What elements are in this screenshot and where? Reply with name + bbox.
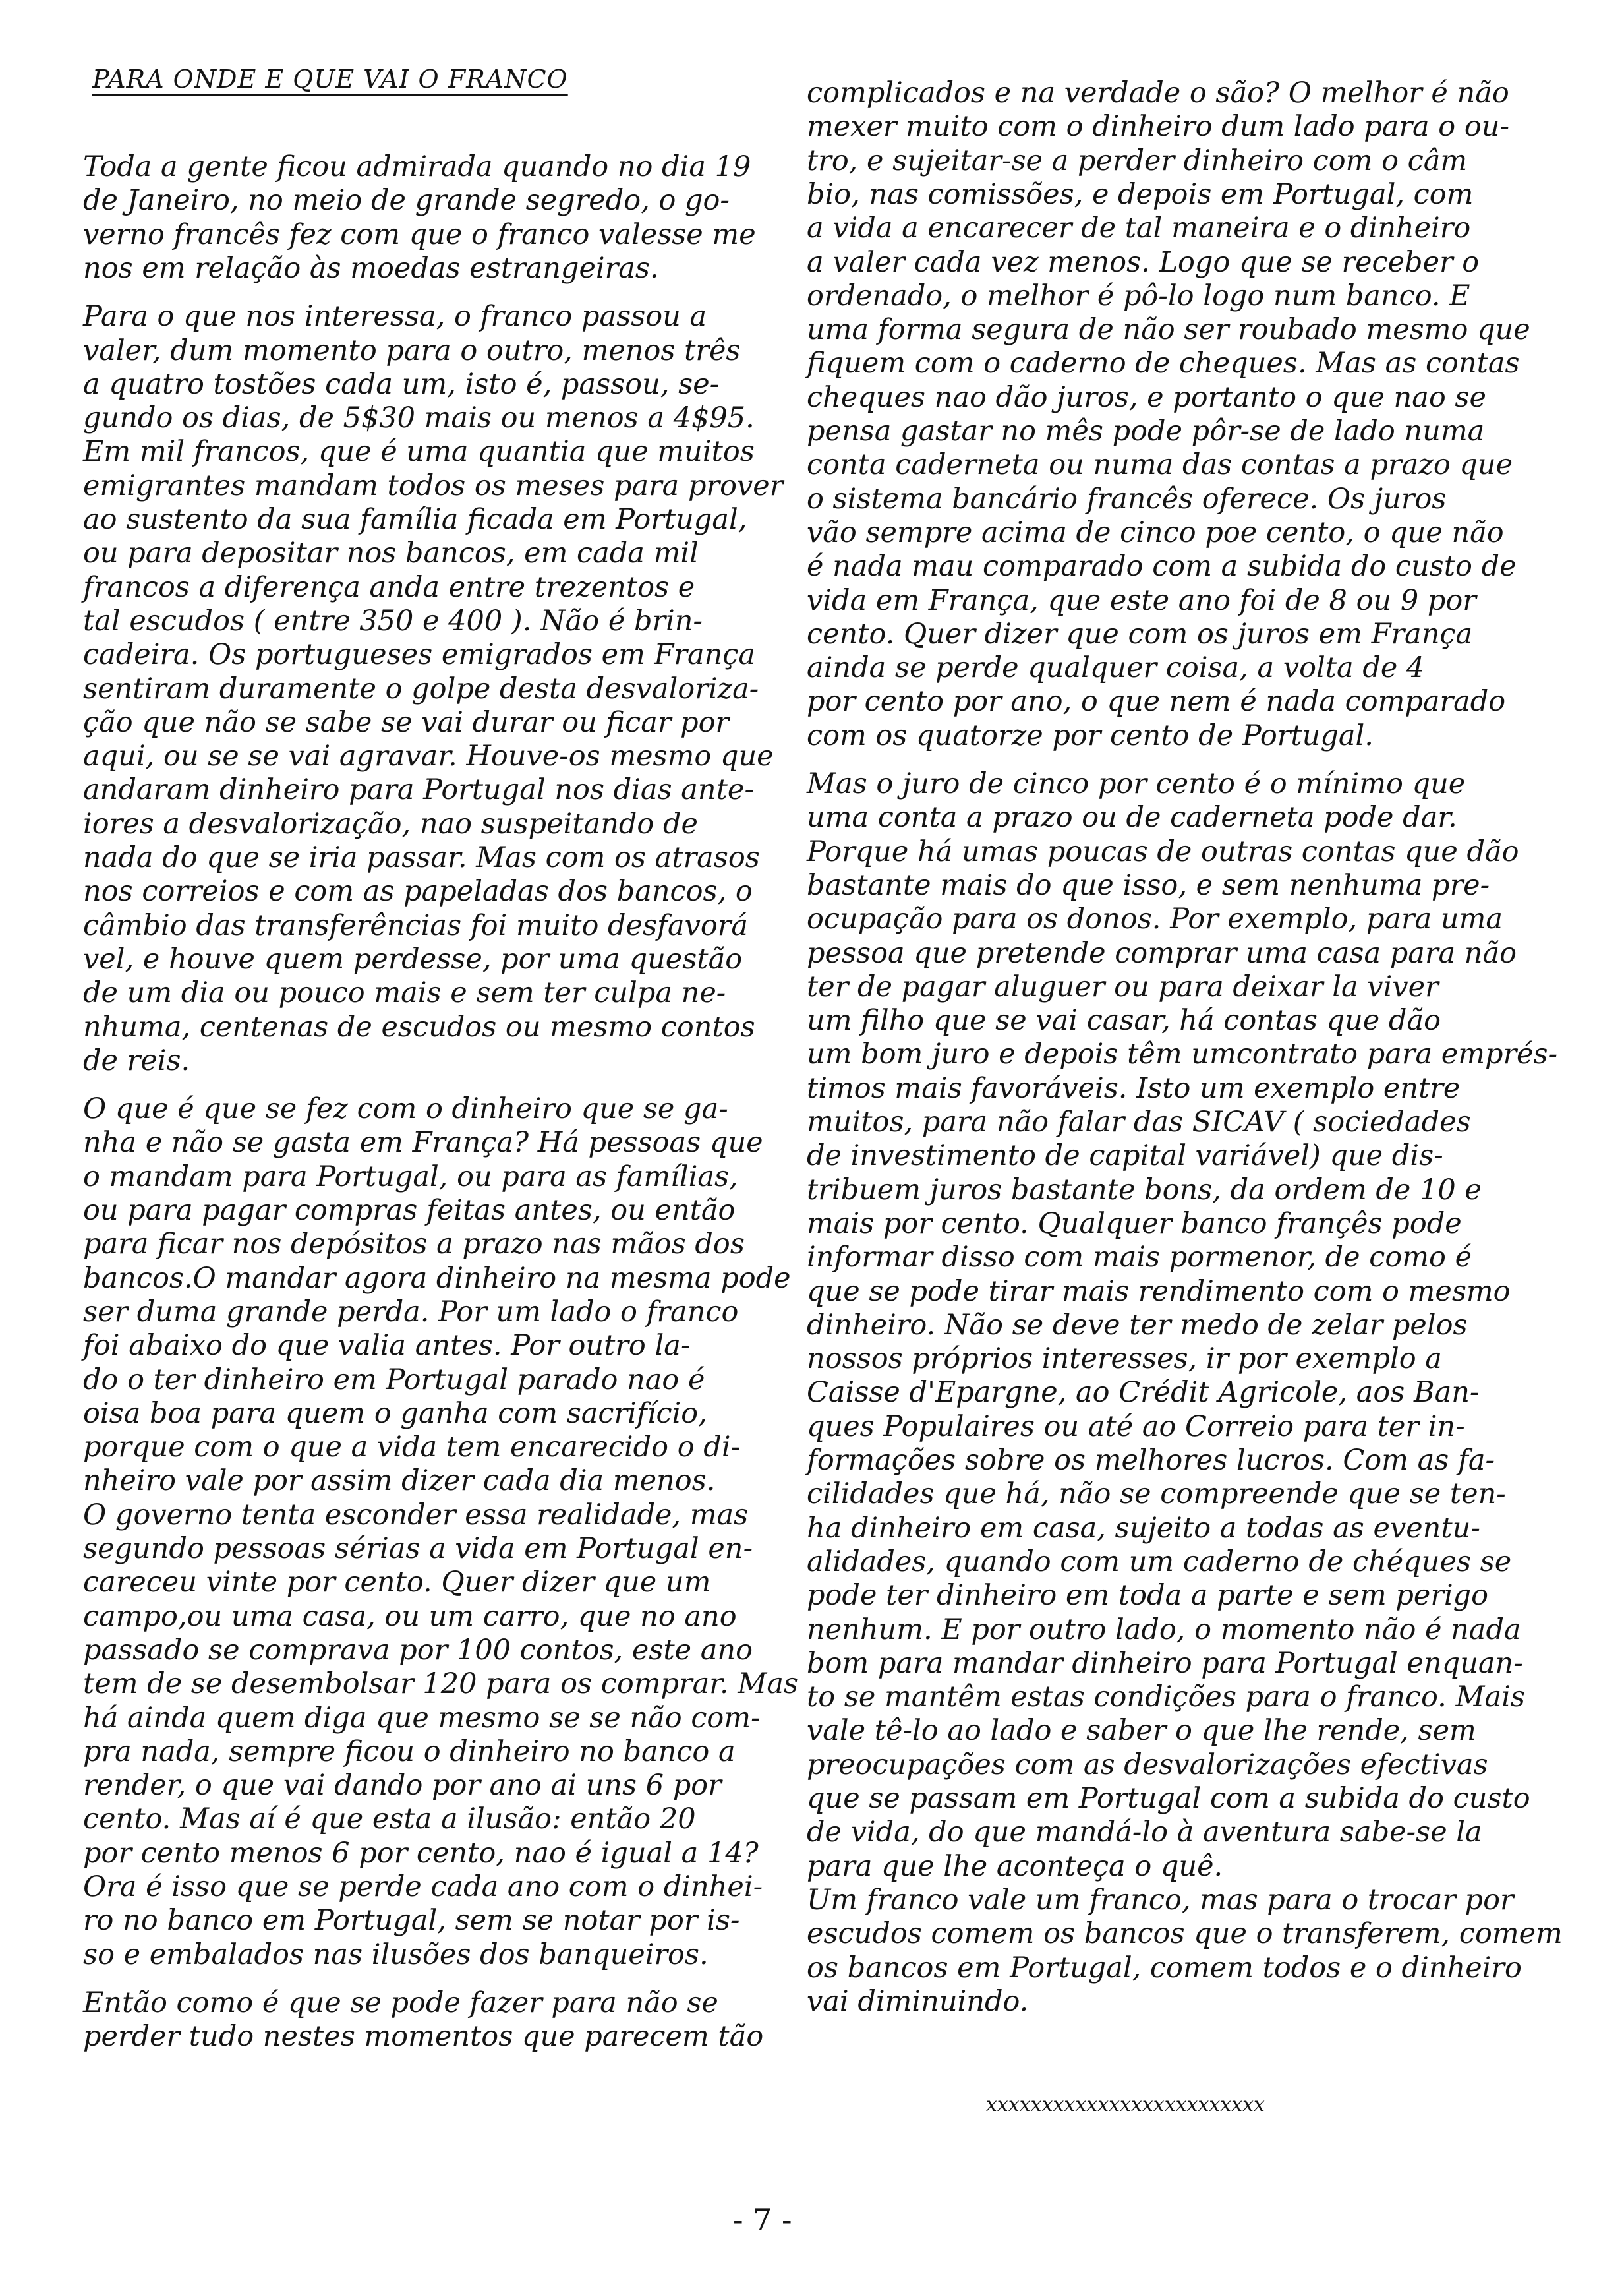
text-line: uma conta a prazo ou de caderneta pode dar. — [807, 801, 1457, 835]
text-line: bio, nas comissões, e depois em Portugal, com — [807, 177, 1474, 211]
text-line: nada do que se iria passar. Mas com os atrasos — [83, 841, 760, 874]
text-line: pra nada, sempre ficou o dinheiro no banco a — [83, 1735, 736, 1768]
text-line: Caisse d'Epargne, ao Crédit Agricole, aos Ban- — [807, 1376, 1480, 1410]
text-line: para ficar nos depósitos a prazo nas mãos dos — [83, 1228, 745, 1261]
text-line: passado se comprava por 100 contos, este ano — [83, 1633, 753, 1667]
text-line: tro, e sujeitar-se a perder dinheiro com o câm — [807, 144, 1468, 177]
text-line: escudos comem os bancos que o transferem, comem — [807, 1917, 1563, 1951]
text-line: ção que não se sabe se vai durar ou ficar por — [83, 705, 730, 739]
text-line: um bom juro e depois têm umcontrato para emprés- — [807, 1038, 1558, 1071]
text-line: pode ter dinheiro em toda a parte e sem perigo — [807, 1579, 1489, 1613]
text-line: nos em relação às moedas estrangeiras. — [83, 251, 659, 285]
text-line: que se passam em Portugal com a subida do custo — [807, 1782, 1530, 1815]
text-line: ro no banco em Portugal, sem se notar por is- — [83, 1904, 740, 1938]
text-line: há ainda quem diga que mesmo se se não com- — [83, 1701, 761, 1735]
text-line: nenhum. E por outro lado, o momento não é nada — [807, 1613, 1521, 1646]
page-number: - 7 - — [733, 2202, 792, 2238]
text-line: vale tê-lo ao lado e saber o que lhe rende, sem — [807, 1714, 1476, 1748]
text-line: ou para pagar compras feitas antes, ou então — [83, 1194, 736, 1227]
text-line: Então como é que se pode fazer para não se — [83, 1986, 718, 2019]
text-line: bastante mais do que isso, e sem nenhuma pre- — [807, 868, 1490, 902]
text-line: informar disso com mais pormenor, de como é — [807, 1241, 1472, 1274]
text-line: andaram dinheiro para Portugal nos dias ante- — [83, 773, 754, 807]
text-line: com os quatorze por cento de Portugal. — [807, 719, 1374, 752]
text-line: foi abaixo do que valia antes. Por outro la- — [83, 1329, 691, 1363]
text-line: tribuem juros bastante bons, da ordem de 10 e — [807, 1173, 1482, 1206]
text-line: pessoa que pretende comprar uma casa para não — [807, 936, 1517, 970]
text-line: mais por cento. Qualquer banco françês pode — [807, 1206, 1462, 1240]
text-line: câmbio das transferências foi muito desfavorá — [83, 908, 748, 942]
text-line: que se pode tirar mais rendimento com o mesmo — [807, 1274, 1511, 1308]
text-line: preocupações com as desvalorizações efectivas — [807, 1748, 1488, 1781]
text-line: francos a diferença anda entre trezentos e — [83, 570, 695, 604]
text-line: aqui, ou se se vai agravar. Houve-os mesmo que — [83, 740, 774, 773]
text-line: vel, e houve quem perdesse, por uma questão — [83, 942, 743, 976]
text-line: O governo tenta esconder essa realidade, mas — [83, 1498, 749, 1531]
text-line: muitos, para não falar das SICAV ( sociedades — [807, 1106, 1471, 1139]
text-line: cento. Mas aí é que esta a ilusão: então 20 — [83, 1802, 696, 1836]
text-line: cheques nao dão juros, e portanto o que nao se — [807, 380, 1486, 414]
text-line: cadeira. Os portugueses emigrados em França — [83, 638, 755, 672]
text-line: de um dia ou pouco mais e sem ter culpa ne- — [83, 976, 726, 1010]
text-line: careceu vinte por cento. Quer dizer que um — [83, 1566, 711, 1599]
text-line: ocupação para os donos. Por exemplo, para uma — [807, 903, 1503, 936]
text-line: Para o que nos interessa, o franco passou a — [83, 300, 707, 334]
text-line: so e embalados nas ilusões dos banqueiros. — [83, 1938, 709, 1971]
text-line: ou para depositar nos bancos, em cada mil — [83, 537, 699, 570]
text-line: tal escudos ( entre 350 e 400 ). Não é brin- — [83, 604, 703, 638]
text-line: tem de se desembolsar 120 para os comprar. Mas — [83, 1667, 799, 1701]
text-line: vão sempre acima de cinco poe cento, o que não — [807, 516, 1504, 549]
text-line: campo,ou uma casa, ou um carro, que no ano — [83, 1599, 737, 1633]
text-line: Ora é isso que se perde cada ano com o dinhei- — [83, 1870, 763, 1903]
article-title: PARA ONDE E QUE VAI O FRANCO — [92, 65, 568, 94]
text-line: de investimento de capital variável) que dis- — [807, 1139, 1443, 1173]
text-line: cento. Quer dizer que com os juros em França — [807, 617, 1473, 651]
text-line: emigrantes mandam todos os meses para prover — [83, 469, 784, 502]
text-line: para que lhe aconteça o quê. — [807, 1849, 1223, 1883]
text-line: nha e não se gasta em França? Há pessoas que — [83, 1126, 763, 1160]
text-line: alidades, quando com um caderno de chéques se — [807, 1545, 1512, 1578]
text-line: formações sobre os melhores lucros. Com as fa- — [807, 1444, 1495, 1477]
text-line: sentiram duramente o golpe desta desvaloriza- — [83, 672, 759, 705]
text-line: a vida a encarecer de tal maneira e o dinheiro — [807, 212, 1471, 245]
text-line: ques Populaires ou até ao Correio para ter in- — [807, 1410, 1465, 1443]
separator-line: xxxxxxxxxxxxxxxxxxxxxxxxx — [986, 2093, 1265, 2116]
text-line: bancos.O mandar agora dinheiro na mesma pode — [83, 1261, 791, 1295]
text-line: de vida, do que mandá-lo à aventura sabe-se la — [807, 1816, 1482, 1849]
text-line: os bancos em Portugal, comem todos e o dinheiro — [807, 1951, 1522, 1984]
text-line: segundo pessoas sérias a vida em Portugal en- — [83, 1532, 753, 1565]
text-line: Em mil francos, que é uma quantia que muitos — [83, 435, 755, 469]
text-line: de reis. — [83, 1044, 190, 1077]
text-line: cilidades que há, não se compreende que se ten- — [807, 1477, 1506, 1511]
text-line: o sistema bancário francês oferece. Os juros — [807, 482, 1447, 516]
text-line: é nada mau comparado com a subida do custo de — [807, 550, 1517, 583]
text-line: to se mantêm estas condições para o franco. Mais — [807, 1680, 1525, 1714]
text-line: timos mais favoráveis. Isto um exemplo entre — [807, 1071, 1461, 1105]
text-line: ser duma grande perda. Por um lado o franco — [83, 1295, 739, 1328]
text-line: Toda a gente ficou admirada quando no dia 19 — [83, 150, 751, 183]
text-line: a valer cada vez menos. Logo que se receber o — [807, 245, 1480, 279]
text-line: ordenado, o melhor é pô-lo logo num banco. E — [807, 279, 1470, 312]
text-line: por cento menos 6 por cento, nao é igual a 14? — [83, 1836, 759, 1870]
text-line: render, o que vai dando por ano ai uns 6 por — [83, 1769, 722, 1802]
text-line: oisa boa para quem o ganha com sacrifício, — [83, 1396, 707, 1430]
text-line: nhuma, centenas de escudos ou mesmo contos — [83, 1010, 755, 1044]
text-line: nos correios e com as papeladas dos bancos, o — [83, 875, 753, 908]
text-line: vai diminuindo. — [807, 1984, 1029, 2018]
text-line: dinheiro. Não se deve ter medo de zelar pelos — [807, 1308, 1468, 1342]
text-line: de Janeiro, no meio de grande segredo, o go- — [83, 184, 730, 218]
text-line: verno francês fez com que o franco valesse me — [83, 218, 756, 251]
text-line: vida em França, que este ano foi de 8 ou 9 por — [807, 583, 1476, 617]
text-line: Um franco vale um franco, mas para o trocar por — [807, 1883, 1514, 1917]
text-line: porque com o que a vida tem encarecido o di- — [83, 1431, 741, 1464]
text-line: O que é que se fez com o dinheiro que se ga- — [83, 1092, 728, 1126]
text-line: do o ter dinheiro em Portugal parado nao é — [83, 1363, 705, 1396]
text-line: mexer muito com o dinheiro dum lado para o ou- — [807, 110, 1509, 144]
text-line: gundo os dias, de 5$30 mais ou menos a 4$95. — [83, 401, 755, 435]
text-line: ter de pagar aluguer ou para deixar la viver — [807, 970, 1439, 1003]
text-line: perder tudo nestes momentos que parecem tão — [83, 2020, 764, 2054]
text-line: ha dinheiro em casa, sujeito a todas as eventu- — [807, 1511, 1480, 1545]
text-line: conta caderneta ou numa das contas a prazo que — [807, 448, 1513, 482]
text-line: por cento por ano, o que nem é nada comparado — [807, 685, 1506, 719]
text-line: o mandam para Portugal, ou para as famílias, — [83, 1160, 738, 1193]
text-line: bom para mandar dinheiro para Portugal enquan- — [807, 1646, 1523, 1680]
text-line: ainda se perde qualquer coisa, a volta de 4 — [807, 651, 1425, 685]
text-line: ao sustento da sua família ficada em Portugal, — [83, 503, 747, 536]
text-line: nossos próprios interesses, ir por exemplo a — [807, 1342, 1442, 1376]
text-line: fiquem com o caderno de cheques. Mas as contas — [807, 347, 1520, 380]
text-line: uma forma segura de não ser roubado mesmo que — [807, 313, 1530, 347]
text-line: complicados e na verdade o são? O melhor é não — [807, 76, 1509, 109]
text-line: Mas o juro de cinco por cento é o mínimo que — [807, 767, 1466, 800]
text-line: pensa gastar no mês pode pôr-se de lado numa — [807, 415, 1485, 448]
text-line: valer, dum momento para o outro, menos três — [83, 334, 741, 367]
text-line: um filho que se vai casar, há contas que dão — [807, 1004, 1441, 1038]
text-line: iores a desvalorização, nao suspeitando de — [83, 807, 698, 841]
text-line: nheiro vale por assim dizer cada dia menos. — [83, 1464, 716, 1498]
text-line: Porque há umas poucas de outras contas que dão — [807, 835, 1519, 868]
text-line: a quatro tostões cada um, isto é, passou, se- — [83, 367, 720, 401]
